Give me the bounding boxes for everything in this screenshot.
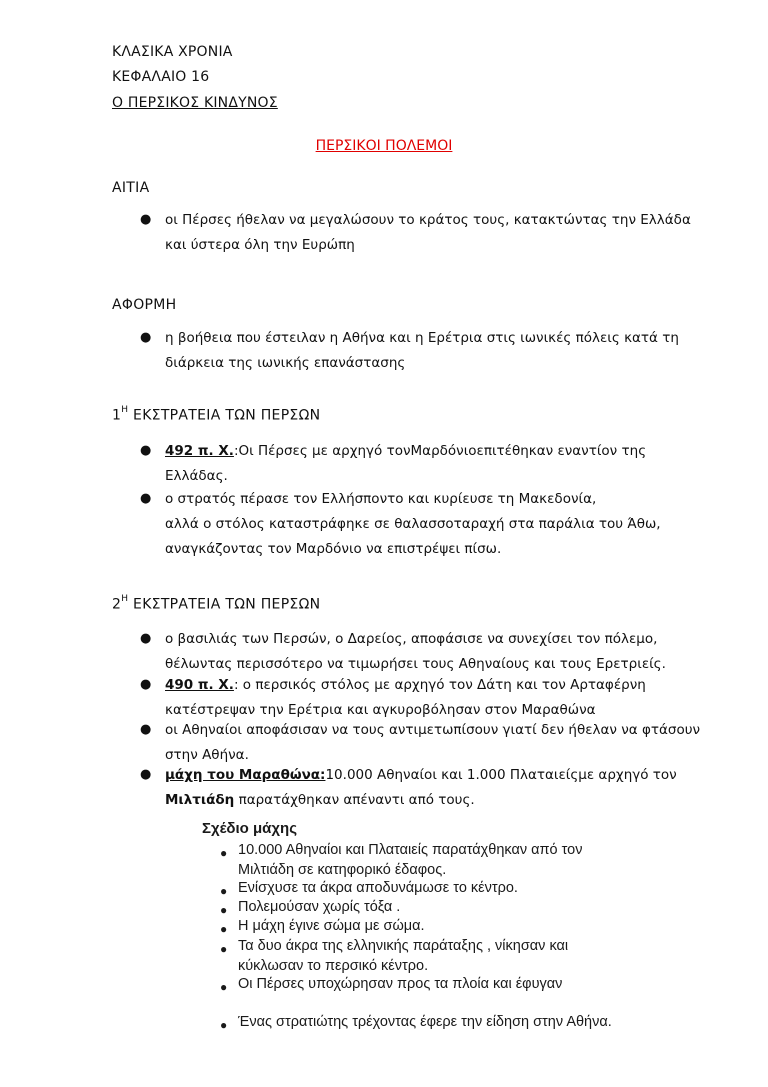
item-rest: :Οι Πέρσες με αρχηγό τονΜαρδόνιοεπιτέθηκαν εναντίον της: [233, 443, 647, 459]
plan-item: Ένας στρατιώτης τρέχοντας έφερε την είδηση στην Αθήνα.: [238, 1014, 612, 1030]
plan-item: Ενίσχυσε τα άκρα αποδυνάμωσε το κέντρο.: [238, 880, 518, 896]
list-item-text: [165, 443, 646, 459]
plan-item: Μιλτιάδη σε κατηφορικό έδαφος.: [238, 862, 447, 878]
list-item-text: θέλωντας περισσότερο να τιμωρήσει τους Αθηναίους και τους Ερετριείς.: [165, 656, 666, 672]
campaign1-sup: Η: [121, 405, 129, 415]
page-title: ΠΕΡΣΙΚΟΙ ΠΟΛΕΜΟΙ: [315, 138, 453, 154]
campaign2-heading: [112, 596, 320, 613]
bullet-icon: ●: [220, 846, 228, 860]
bullet-icon: ●: [220, 884, 228, 898]
list-item-text: Ελλάδας.: [165, 468, 228, 484]
bullet-icon: ●: [140, 443, 152, 458]
list-item-text: κατέστρεψαν την Ερέτρια και αγκυροβόλησαν στον Μαραθώνα: [165, 702, 596, 718]
bullet-icon: ●: [140, 677, 152, 692]
bullet-icon: ●: [220, 903, 228, 917]
list-item-text: [165, 677, 646, 693]
plan-item: Οι Πέρσες υποχώρησαν προς τα πλοία και έφυγαν: [238, 976, 563, 992]
header-line-2: ΚΕΦΑΛΑΙΟ 16: [112, 69, 210, 85]
bullet-icon: ●: [220, 1018, 228, 1032]
date-label: 490 π. Χ.: [165, 677, 234, 693]
bullet-icon: ●: [140, 631, 152, 646]
commander-name: Μιλτιάδη: [165, 792, 235, 808]
causes-heading: ΑΙΤΙΑ: [112, 180, 150, 196]
item-rest: : ο περσικός στόλος με αρχηγό τον Δάτη και τον Αρταφέρνη: [233, 677, 646, 693]
campaign1-number: 1: [112, 407, 122, 424]
bullet-icon: ●: [140, 767, 152, 782]
campaign2-number: 2: [112, 596, 122, 613]
list-item-text: στην Αθήνα.: [165, 747, 249, 763]
list-item-text: οι Αθηναίοι αποφάσισαν να τους αντιμετωπίσουν γιατί δεν ήθελαν να φτάσουν: [165, 722, 701, 738]
header-line-1: ΚΛΑΣΙΚΑ ΧΡΟΝΙΑ: [112, 44, 233, 60]
battle-plan-title: Σχέδιο μάχης: [202, 820, 297, 837]
item-rest: 10.000 Αθηναίοι και 1.000 Πλαταιείςμε αρχηγό τον: [325, 767, 677, 783]
plan-item: 10.000 Αθηναίοι και Πλαταιείς παρατάχθηκαν από τον: [238, 842, 583, 858]
trigger-heading: ΑΦΟΡΜΗ: [112, 297, 177, 313]
bullet-icon: ●: [140, 212, 152, 227]
header-line-3: Ο ΠΕΡΣΙΚΟΣ ΚΙΝΔΥΝΟΣ: [112, 95, 278, 111]
campaign2-heading-text: ΕΚΣΤΡΑΤΕΙΑ ΤΩΝ ΠΕΡΣΩΝ: [128, 596, 321, 613]
bullet-icon: ●: [140, 491, 152, 506]
campaign1-heading-text: ΕΚΣΤΡΑΤΕΙΑ ΤΩΝ ΠΕΡΣΩΝ: [128, 407, 321, 424]
list-item-text: ο στρατός πέρασε τον Ελλήσποντο και κυρίευσε τη Μακεδονία,: [165, 491, 597, 507]
bullet-icon: ●: [220, 980, 228, 994]
bullet-icon: ●: [220, 922, 228, 936]
plan-item: κύκλωσαν το περσικό κέντρο.: [238, 958, 429, 974]
item-rest: παρατάχθηκαν απέναντι από τους.: [234, 792, 475, 808]
bullet-icon: ●: [140, 330, 152, 345]
campaign2-sup: Η: [121, 594, 129, 604]
campaign1-heading: [112, 407, 320, 424]
list-item-text: οι Πέρσες ήθελαν να μεγαλώσουν το κράτος τους, κατακτώντας την Ελλάδα: [165, 212, 691, 228]
list-item-text: ο βασιλιάς των Περσών, ο Δαρείος, αποφάσισε να συνεχίσει τον πόλεμο,: [165, 631, 658, 647]
list-item-text: και ύστερα όλη την Ευρώπη: [165, 237, 355, 253]
plan-item: Η μάχη έγινε σώμα με σώμα.: [238, 918, 425, 934]
battle-label: μάχη του Μαραθώνα:: [165, 767, 326, 783]
bullet-icon: ●: [220, 942, 228, 956]
bullet-icon: ●: [140, 722, 152, 737]
date-label: 492 π. Χ.: [165, 443, 234, 459]
plan-item: Τα δυο άκρα της ελληνικής παράταξης , νίκησαν και: [238, 938, 569, 954]
list-item-text: διάρκεια της ιωνικής επανάστασης: [165, 355, 406, 371]
list-item-text: [165, 767, 677, 783]
list-item-text: η βοήθεια που έστειλαν η Αθήνα και η Ερέτρια στις ιωνικές πόλεις κατά τη: [165, 330, 679, 346]
list-item-text: αλλά ο στόλος καταστράφηκε σε θαλασσοταραχή στα παράλια του Άθω,: [165, 516, 661, 532]
plan-item: Πολεμούσαν χωρίς τόξα .: [238, 899, 401, 915]
list-item-text: [165, 792, 475, 808]
list-item-text: αναγκάζοντας τον Μαρδόνιο να επιστρέψει πίσω.: [165, 541, 502, 557]
